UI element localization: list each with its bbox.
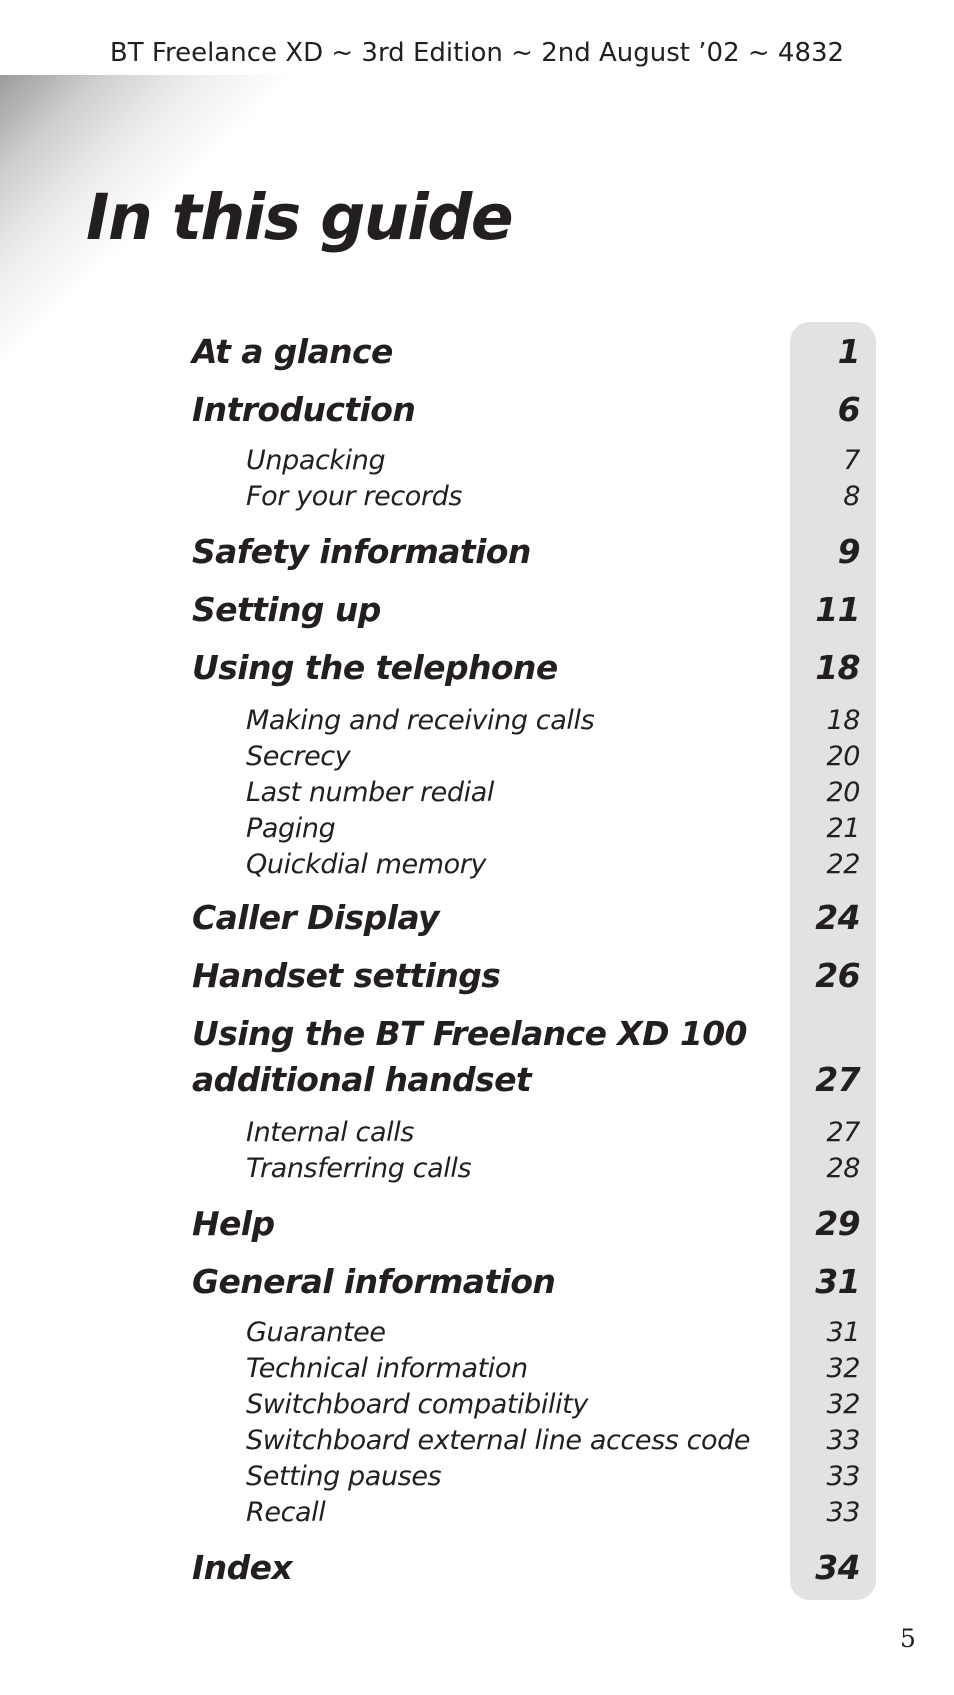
toc-entry-page: 7: [843, 445, 860, 476]
toc-subentry-for-your-records[interactable]: [246, 480, 860, 514]
toc-entry-label: Recall: [246, 1497, 326, 1528]
toc-entry-introduction[interactable]: [192, 390, 860, 430]
toc-entry-label: Setting pauses: [246, 1461, 442, 1492]
toc-entry-page: 29: [815, 1204, 860, 1243]
toc-entry-page: 32: [826, 1389, 860, 1420]
toc-subentry-guarantee[interactable]: [246, 1316, 860, 1350]
toc-entry-page: 6: [837, 390, 860, 429]
running-header: BT Freelance XD ~ 3rd Edition ~ 2nd August ’02 ~ 4832: [109, 38, 845, 68]
toc-entry-label: For your records: [246, 481, 463, 512]
toc-entry-page: 18: [826, 705, 860, 736]
toc-entry-safety-information[interactable]: [192, 532, 860, 572]
page-number: 5: [900, 1624, 916, 1653]
toc-entry-page: 1: [837, 332, 860, 371]
toc-entry-label: Last number redial: [246, 777, 494, 808]
toc-entry-label: Switchboard compatibility: [246, 1389, 588, 1420]
toc-entry-label: Setting up: [192, 590, 381, 629]
toc-subentry-secrecy[interactable]: [246, 740, 860, 774]
toc-entry-label: Technical information: [246, 1353, 528, 1384]
toc-entry-at-a-glance[interactable]: [192, 332, 860, 372]
toc-entry-page: 33: [826, 1461, 860, 1492]
toc-entry-using-the-telephone[interactable]: [192, 648, 860, 688]
toc-entry-page: 11: [815, 590, 860, 629]
toc-subentry-technical-information[interactable]: [246, 1352, 860, 1386]
toc-subentry-unpacking[interactable]: [246, 444, 860, 478]
toc-entry-label: Transferring calls: [246, 1153, 472, 1184]
toc-subentry-making-and-receiving-calls[interactable]: [246, 704, 860, 738]
toc-entry-label: General information: [192, 1262, 556, 1301]
toc-entry-page: 27: [815, 1060, 860, 1099]
toc-entry-using-additional-handset-line2[interactable]: [192, 1060, 860, 1100]
toc-entry-label: Making and receiving calls: [246, 705, 595, 736]
toc-entry-page: 33: [826, 1425, 860, 1456]
toc-subentry-transferring-calls[interactable]: [246, 1152, 860, 1186]
toc-subentry-internal-calls[interactable]: [246, 1116, 860, 1150]
toc-entry-using-additional-handset-line1[interactable]: [192, 1014, 860, 1054]
toc-entry-help[interactable]: [192, 1204, 860, 1244]
toc-subentry-setting-pauses[interactable]: [246, 1460, 860, 1494]
toc-entry-handset-settings[interactable]: [192, 956, 860, 996]
toc-entry-label: Help: [192, 1204, 275, 1243]
toc-entry-index[interactable]: [192, 1548, 860, 1588]
toc-subentry-recall[interactable]: [246, 1496, 860, 1530]
toc-entry-label: Index: [192, 1548, 293, 1587]
toc-entry-page: 22: [826, 849, 860, 880]
toc-entry-label: Using the telephone: [192, 648, 558, 687]
toc-subentry-last-number-redial[interactable]: [246, 776, 860, 810]
toc-entry-page: 20: [826, 777, 860, 808]
toc-entry-page: 27: [826, 1117, 860, 1148]
toc-subentry-paging[interactable]: [246, 812, 860, 846]
toc-entry-label: Introduction: [192, 390, 416, 429]
toc-entry-caller-display[interactable]: [192, 898, 860, 938]
toc-entry-label: Secrecy: [246, 741, 351, 772]
toc-entry-label: Paging: [246, 813, 336, 844]
toc-entry-label: Caller Display: [192, 898, 439, 937]
toc-entry-label: Handset settings: [192, 956, 501, 995]
toc-entry-page: 28: [826, 1153, 860, 1184]
toc-entry-page: 20: [826, 741, 860, 772]
toc-entry-page: 31: [815, 1262, 860, 1301]
toc-entry-label: Quickdial memory: [246, 849, 487, 880]
toc-entry-label: additional handset: [192, 1060, 532, 1099]
toc-entry-label: Safety information: [192, 532, 531, 571]
toc-subentry-quickdial-memory[interactable]: [246, 848, 860, 882]
toc-subentry-switchboard-access-code[interactable]: [246, 1424, 860, 1458]
toc-entry-setting-up[interactable]: [192, 590, 860, 630]
toc-entry-label: Internal calls: [246, 1117, 414, 1148]
toc-entry-page: 32: [826, 1353, 860, 1384]
toc-entry-page: 9: [837, 532, 860, 571]
toc-entry-general-information[interactable]: [192, 1262, 860, 1302]
toc-entry-label: Guarantee: [246, 1317, 386, 1348]
page-title: In this guide: [86, 181, 513, 254]
toc-entry-page: 34: [815, 1548, 860, 1587]
toc-entry-label: Using the BT Freelance XD 100: [192, 1014, 747, 1053]
toc-entry-page: 18: [815, 648, 860, 687]
toc-entry-label: Unpacking: [246, 445, 386, 476]
toc-entry-page: 24: [815, 898, 860, 937]
toc-entry-page: 8: [843, 481, 860, 512]
toc-entry-label: Switchboard external line access code: [246, 1425, 751, 1456]
toc-subentry-switchboard-compatibility[interactable]: [246, 1388, 860, 1422]
toc-entry-label: At a glance: [192, 332, 393, 371]
toc-entry-page: 33: [826, 1497, 860, 1528]
toc-entry-page: 26: [815, 956, 860, 995]
toc-entry-page: 21: [826, 813, 860, 844]
toc-entry-page: 31: [826, 1317, 860, 1348]
